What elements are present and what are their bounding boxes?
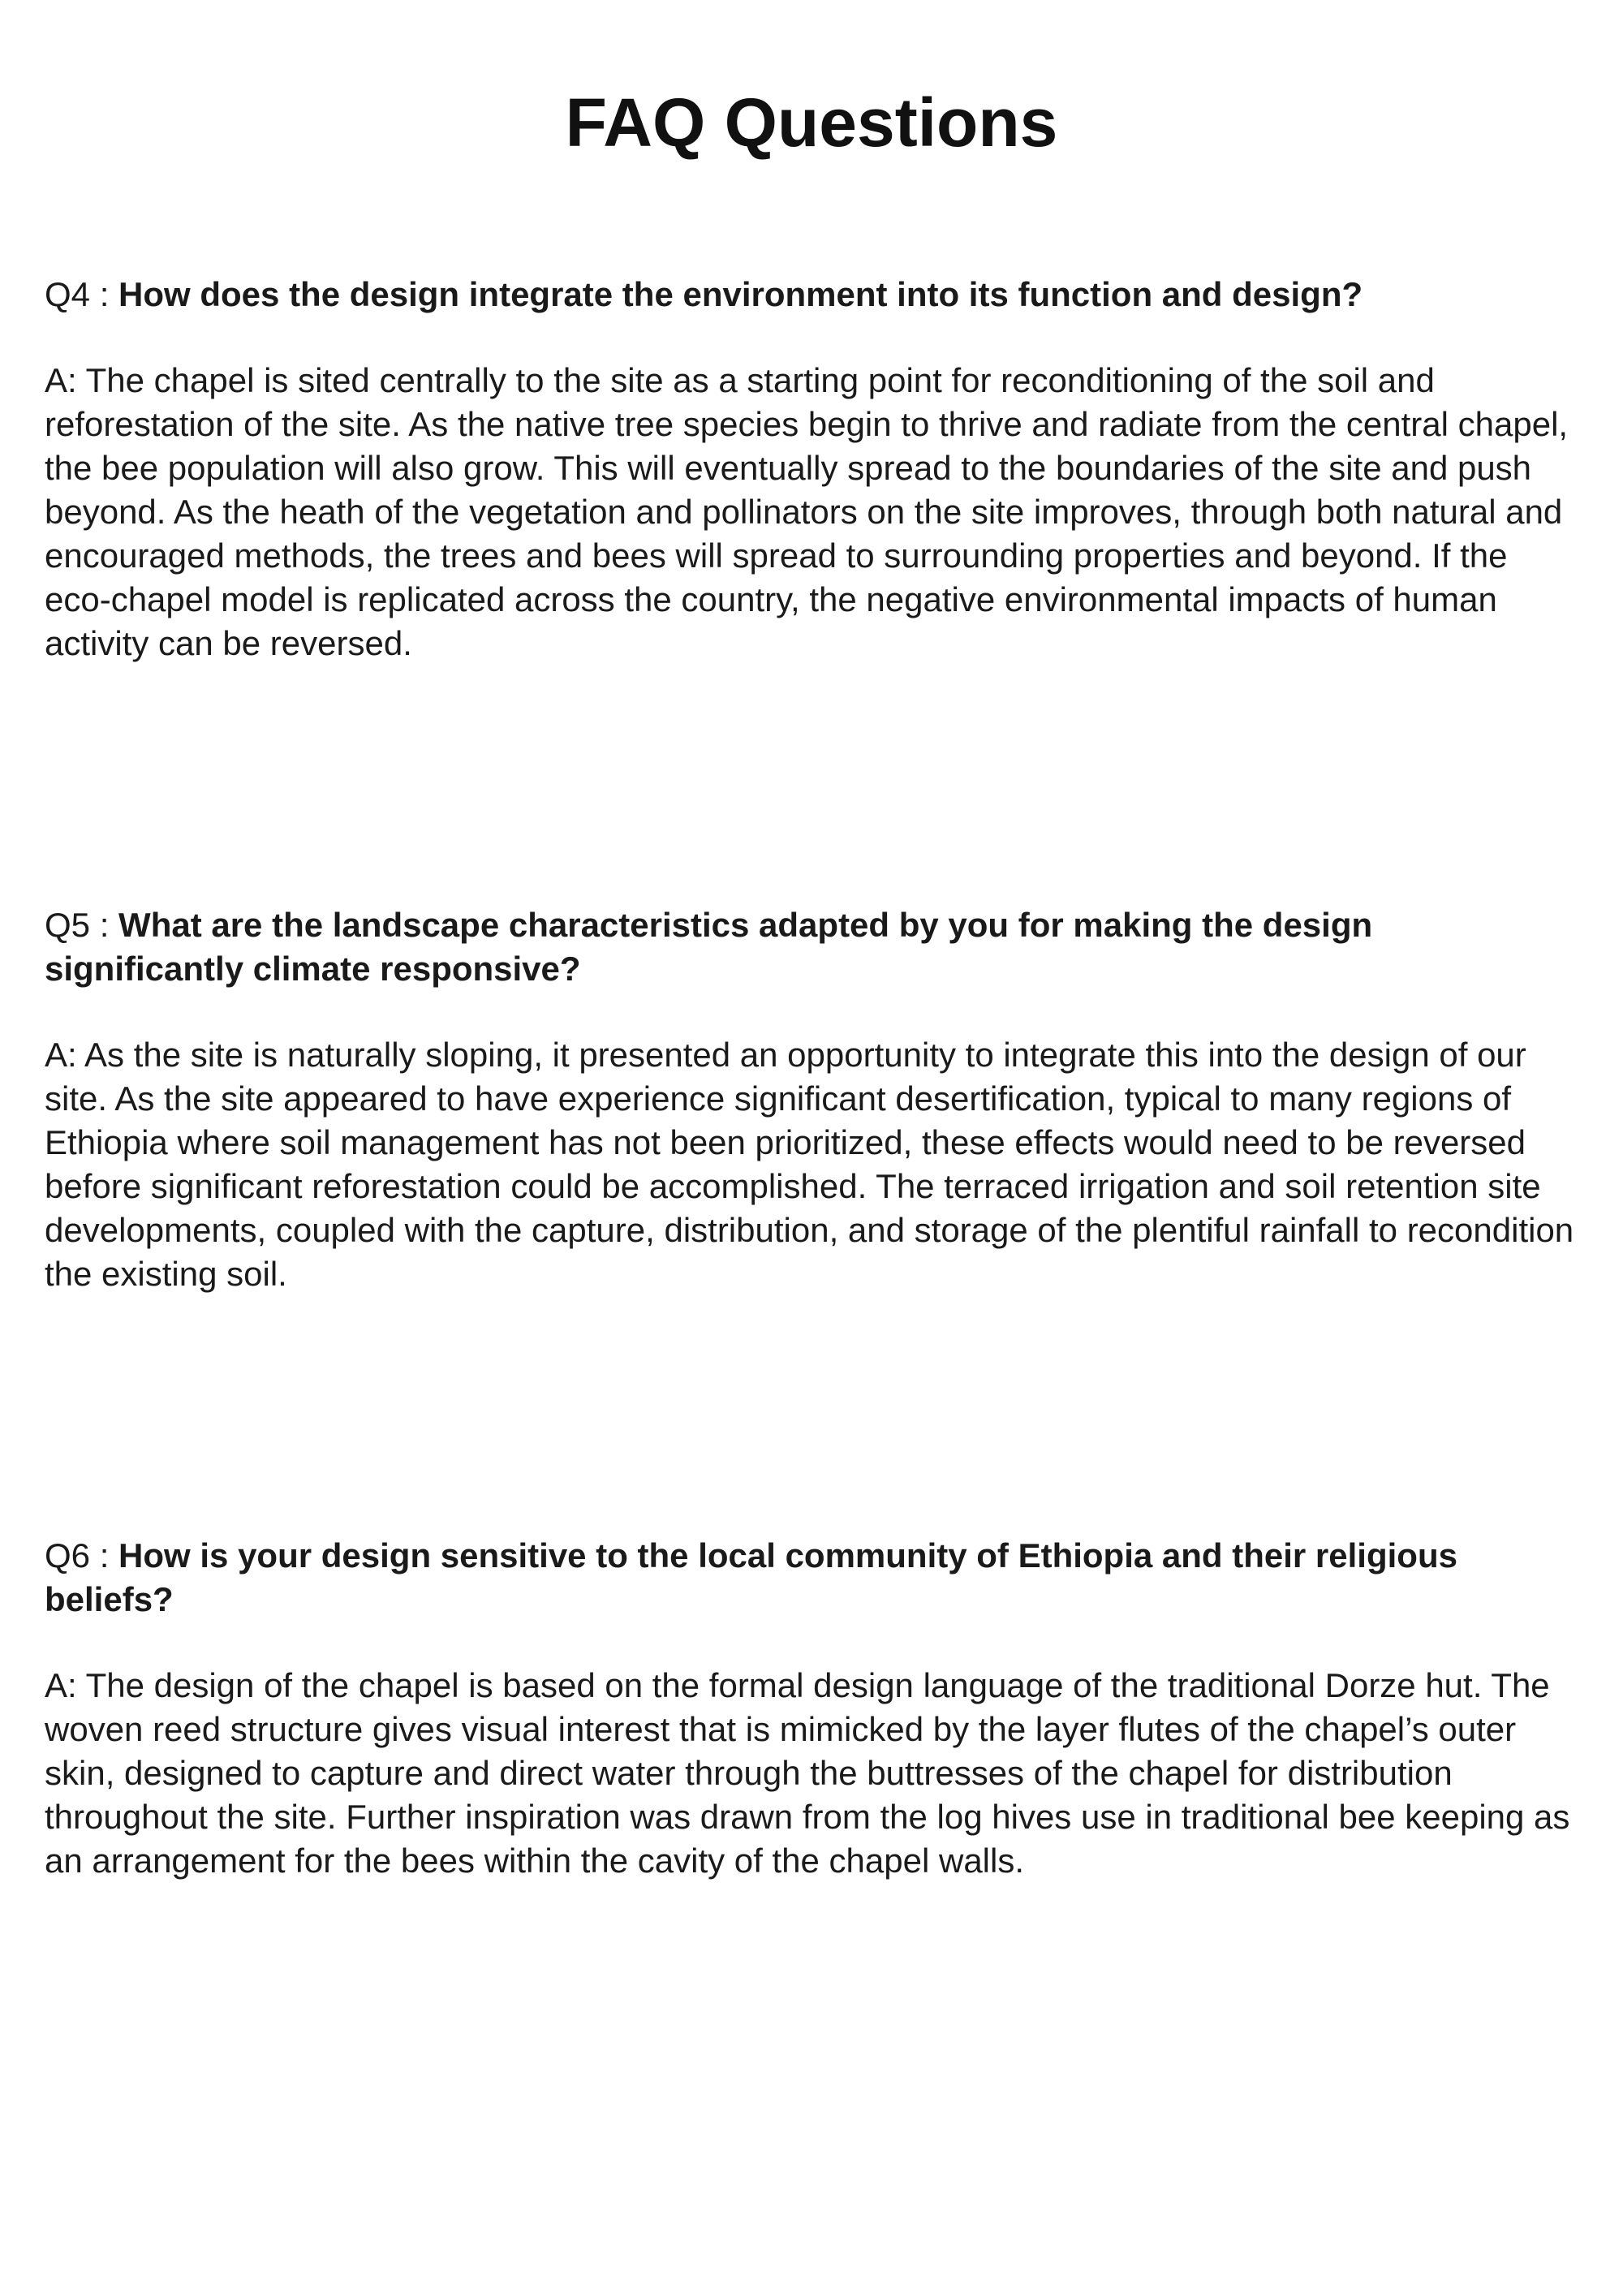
faq-answer: A: The chapel is sited centrally to the site as a starting point for reconditioning of the soil and reforestation of the site. As the native tree species begin to thrive and radiate from the central chapel, the bee population will also grow. This will eventually spread to the boundaries of the site and push beyond. As the heath of the vegetation and pollinators on the site improves, through both natural and encouraged methods, the trees and bees will spread to surrounding properties and beyond. If the eco-chapel model is replicated across the country, the negative environmental impacts of human activity can be reversed. — [45, 361, 1569, 662]
faq-item-q6 — [45, 1534, 1578, 1883]
question-text: How does the design integrate the environment into its function and design? — [118, 275, 1363, 313]
question-text: What are the landscape characteristics adapted by you for making the design significantly climate responsive? — [45, 906, 1373, 988]
faq-item-q5 — [45, 903, 1578, 1296]
faq-question — [45, 903, 1578, 991]
question-number: Q4 : — [45, 275, 119, 313]
question-number: Q6 : — [45, 1536, 119, 1574]
faq-item-q4 — [45, 273, 1578, 666]
question-number: Q5 : — [45, 906, 119, 944]
question-text: How is your design sensitive to the local community of Ethiopia and their religious beliefs? — [45, 1536, 1457, 1618]
faq-answer: A: The design of the chapel is based on the formal design language of the traditional Dorze hut. The woven reed structure gives visual interest that is mimicked by the layer flutes of the chapel’s outer skin, designed to capture and direct water through the buttresses of the chapel for distribution throughout the site. Further inspiration was drawn from the log hives use in traditional bee keeping as an arrangement for the bees within the cavity of the chapel walls. — [45, 1666, 1570, 1880]
faq-question — [45, 1534, 1578, 1622]
faq-answer: A: As the site is naturally sloping, it presented an opportunity to integrate this into the design of our site. As the site appeared to have experience significant desertification, typical to many regions of Ethiopia where soil management has not been prioritized, these effects would need to be reversed before significant reforestation could be accomplished. The terraced irrigation and soil retention site developments, coupled with the capture, distribution, and storage of the plentiful rainfall to recondition the existing soil. — [45, 1036, 1574, 1293]
faq-question — [45, 273, 1578, 317]
page-title: FAQ Questions — [565, 84, 1058, 161]
